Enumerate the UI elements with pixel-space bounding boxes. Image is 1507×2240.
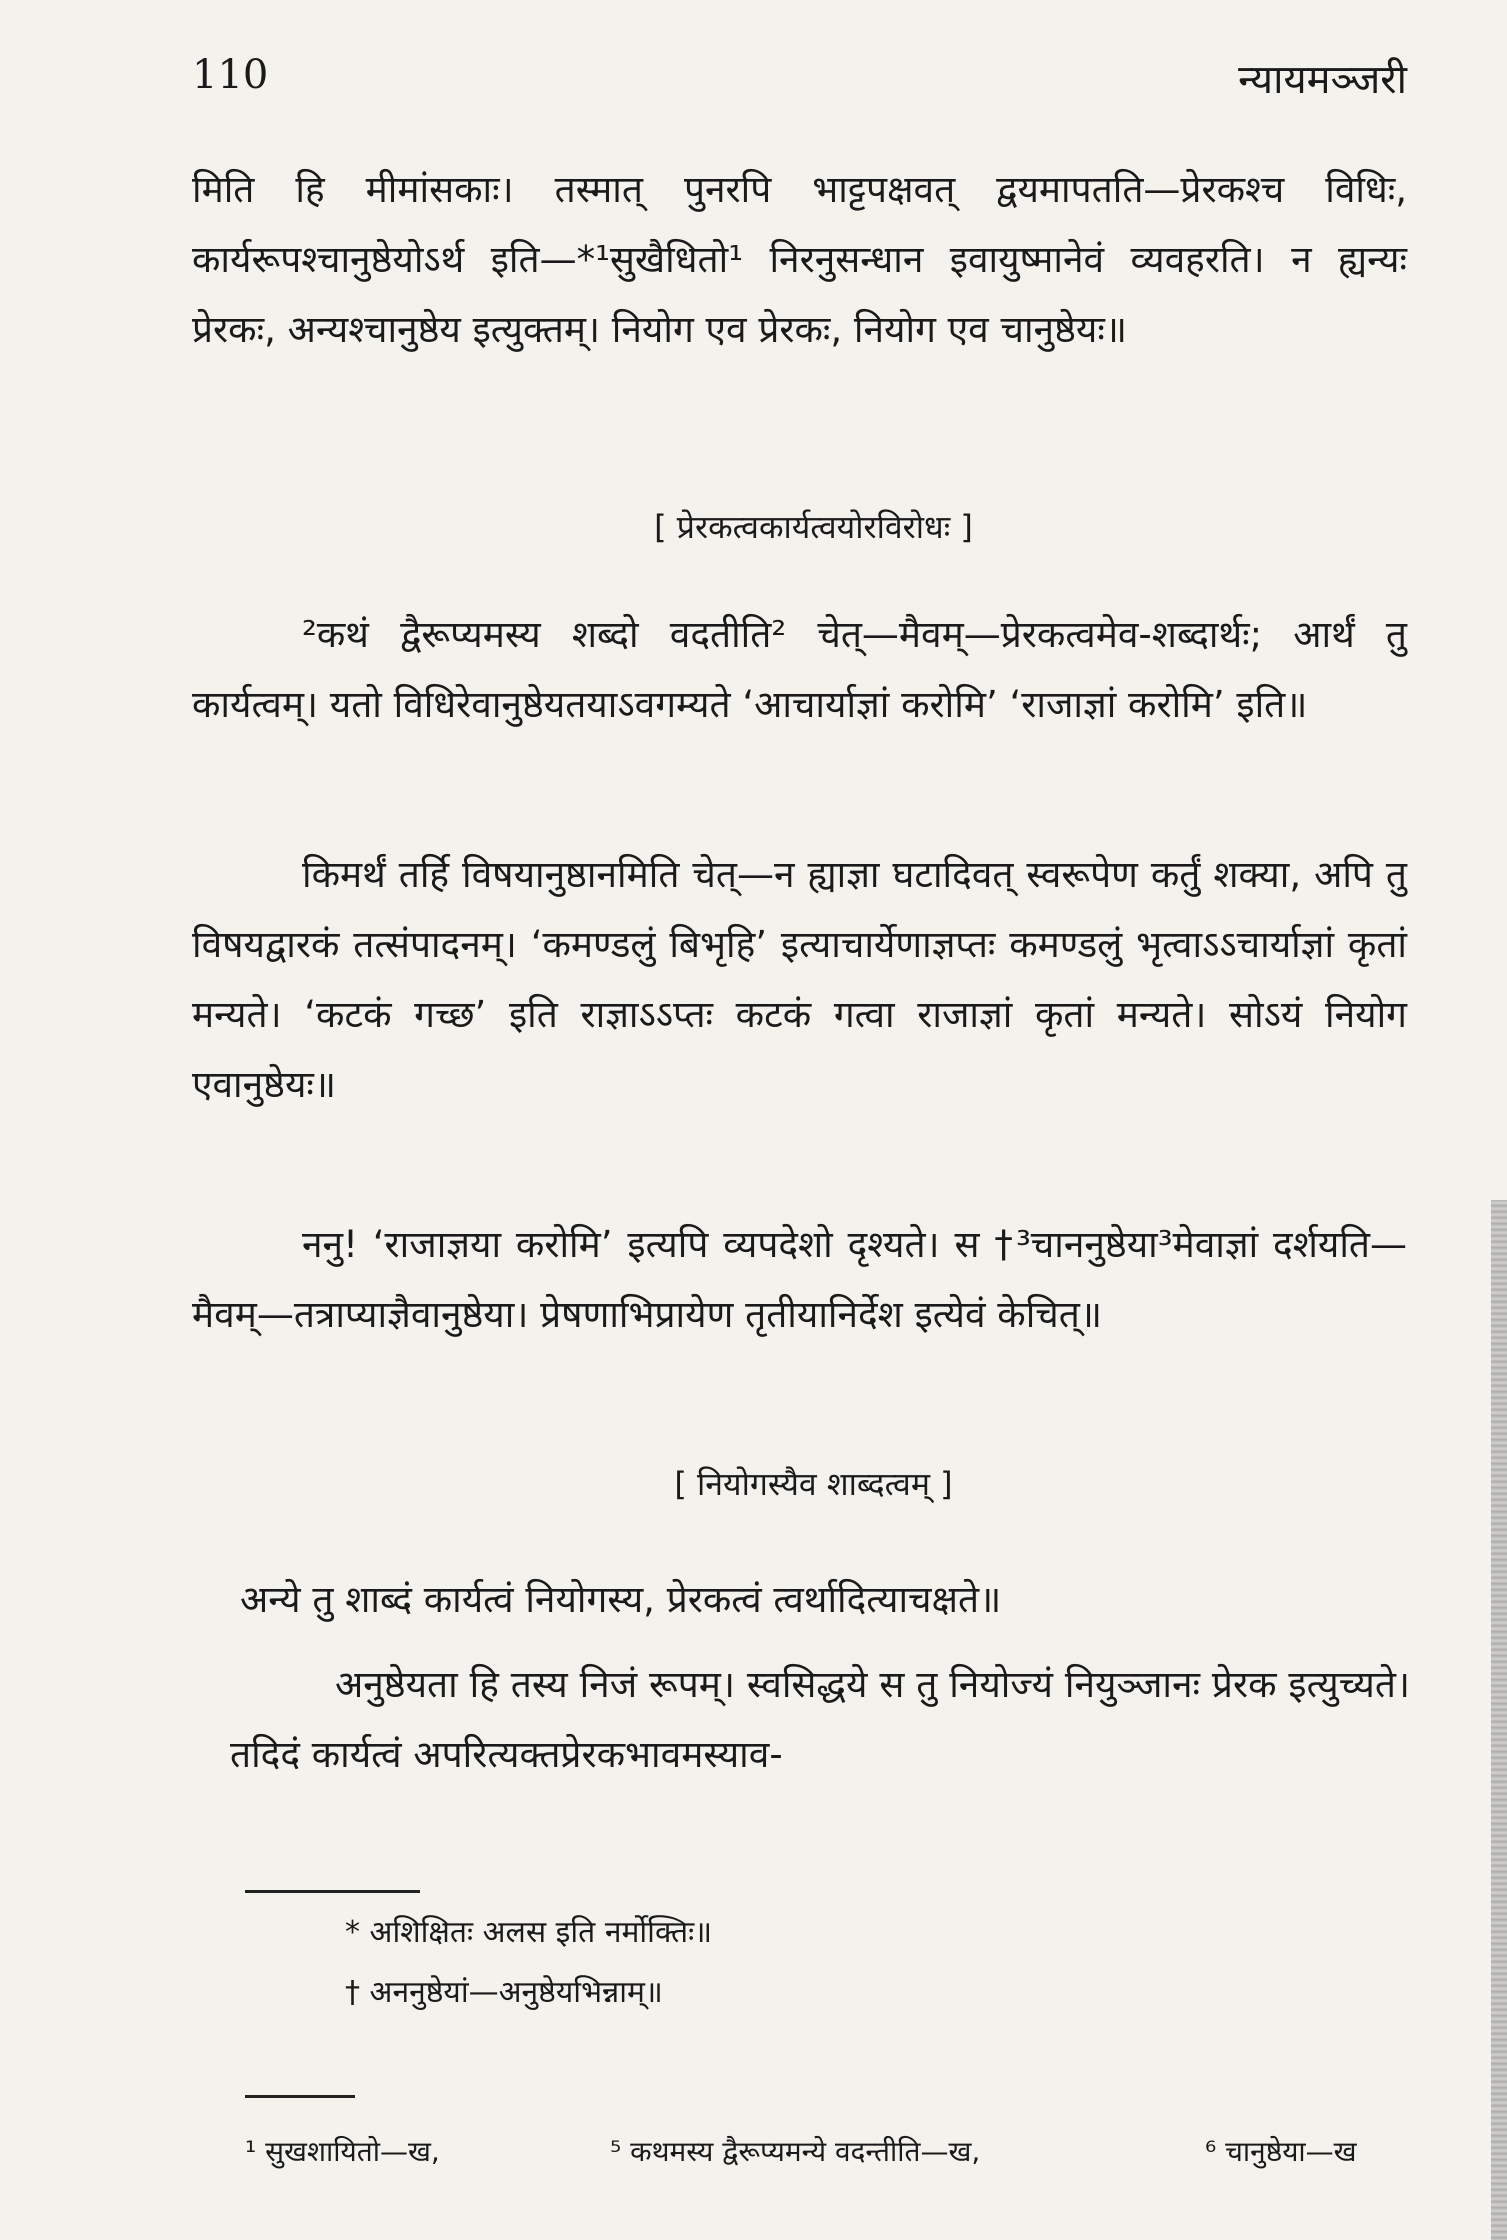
footnote-divider	[245, 1890, 420, 1893]
variant-reading-3: ⁶ चानुष्ठेया—ख	[1205, 2135, 1357, 2168]
paragraph-6	[230, 1650, 1410, 1790]
paragraph-4-text: ननु! ‘राजाज्ञया करोमि’ इत्यपि व्यपदेशो दृश्यते। स †³चाननुष्ठेया³मेवाज्ञां दर्शयति—मैवम्—तत्राप्याज्ञैवानुष्ठेया। प्रेषणाभिप्रायेण तृतीयानिर्देश इत्येवं केचित्॥	[192, 1223, 1407, 1336]
paragraph-3	[192, 840, 1407, 1120]
paragraph-6-text: अनुष्ठेयता हि तस्य निजं रूपम्। स्वसिद्धये स तु नियोज्यं नियुञ्जानः प्रेरक इत्युच्यते। तदिदं कार्यत्वं अपरित्यक्तप्रेरकभावमस्याव-	[230, 1663, 1410, 1776]
paragraph-5	[240, 1565, 1410, 1635]
paragraph-1	[192, 155, 1407, 365]
variants-divider	[245, 2095, 355, 2098]
section-heading-1: [ प्रेरकत्वकार्यत्वयोरविरोधः ]	[654, 508, 973, 546]
paragraph-2-text: ²कथं द्वैरूप्यमस्य शब्दो वदतीति² चेत्—मैवम्—प्रेरकत्वमेव-शब्दार्थः; आर्थं तु कार्यत्वम्। यतो विधिरेवानुष्ठेयतयाऽवगम्यते ‘आचार्याज्ञां करोमि’ ‘राजाज्ञां करोमि’ इति॥	[192, 613, 1407, 726]
page-edge-shadow	[1491, 1200, 1507, 2240]
paragraph-4	[192, 1210, 1407, 1350]
variant-reading-1: ¹ सुखशायितो—ख,	[245, 2135, 440, 2168]
paragraph-2	[192, 600, 1407, 740]
page-number: 110	[192, 52, 269, 98]
footnote-dagger: † अननुष्ठेयां—अनुष्ठेयभिन्नाम्॥	[345, 1975, 663, 2010]
variant-reading-2: ⁵ कथमस्य द्वैरूप्यमन्ये वदन्तीति—ख,	[610, 2135, 981, 2168]
section-heading-2: [ नियोगस्यैव शाब्दत्वम् ]	[674, 1465, 953, 1503]
footnote-star: * अशिक्षितः अलस इति नर्मोक्तिः॥	[345, 1915, 713, 1950]
paragraph-3-text: किमर्थं तर्हि विषयानुष्ठानमिति चेत्—न ह्याज्ञा घटादिवत् स्वरूपेण कर्तुं शक्या, अपि तु विषयद्वारकं तत्संपादनम्। ‘कमण्डलुं बिभृहि’ इत्याचार्येणाज्ञप्तः कमण्डलुं भृत्वाऽऽचार्याज्ञां कृतां मन्यते। ‘कटकं गच्छ’ इति राज्ञाऽऽप्तः कटकं गत्वा राजाज्ञां कृतां मन्यते। सोऽयं नियोग एवानुष्ठेयः॥	[192, 853, 1407, 1106]
running-head: न्यायमञ्जरी	[1238, 57, 1407, 103]
paragraph-1-text: मिति हि मीमांसकाः। तस्मात् पुनरपि भाट्टपक्षवत् द्वयमापतति—प्रेरकश्च विधिः, कार्यरूपश्चानुष्ठेयोऽर्थ इति—*¹सुखैधितो¹ निरनुसन्धान इवायुष्मानेवं व्यवहरति। न ह्यन्यः प्रेरकः, अन्यश्चानुष्ठेय इत्युक्तम्। नियोग एव प्रेरकः, नियोग एव चानुष्ठेयः॥	[192, 168, 1407, 351]
paragraph-5-text: अन्ये तु शाब्दं कार्यत्वं नियोगस्य, प्रेरकत्वं त्वर्थादित्याचक्षते॥	[240, 1578, 1002, 1621]
